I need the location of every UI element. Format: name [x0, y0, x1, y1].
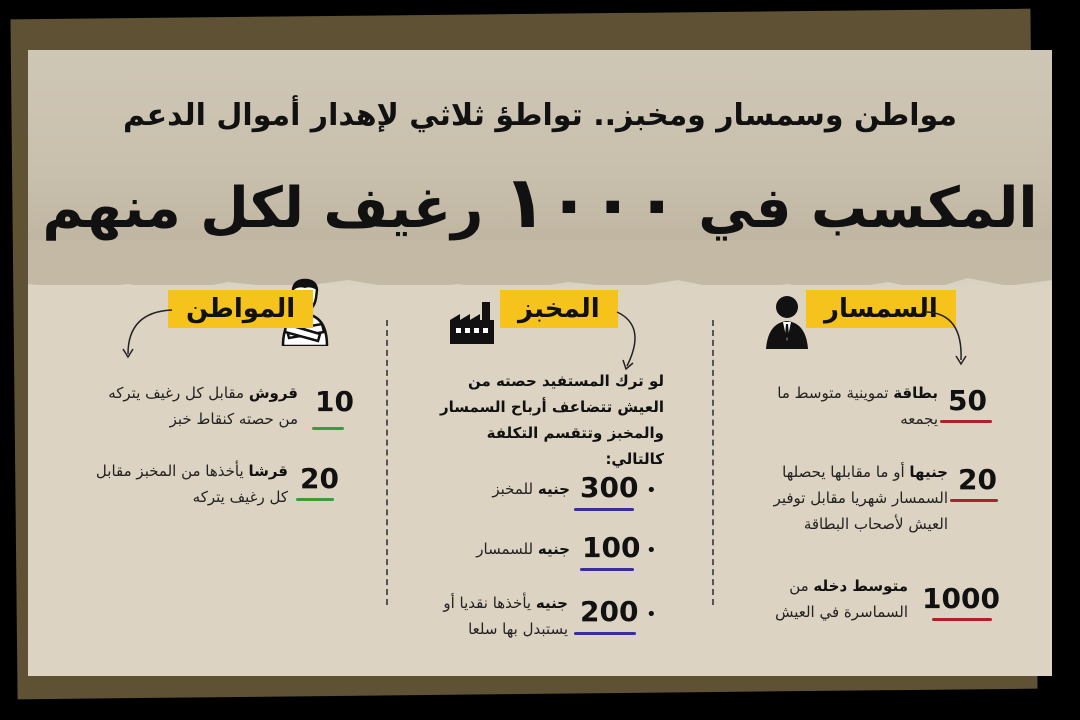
citizen-arrow-icon — [120, 306, 176, 362]
broker-item-3-text: من السماسرة في العيش — [775, 577, 908, 621]
paper — [28, 50, 1052, 676]
factory-icon — [448, 300, 496, 344]
businessman-icon — [764, 293, 810, 349]
bakery-underline-3 — [574, 632, 636, 635]
broker-arrow-icon — [923, 308, 973, 370]
citizen-item-2-text: يأخذها من المخبز مقابل كل رغيف يتركه — [95, 462, 288, 506]
bakery-bullet-1: • — [646, 480, 657, 501]
bakery-item-3 — [428, 590, 568, 642]
bakery-underline-2 — [580, 568, 634, 571]
citizen-num-2: 20 — [300, 462, 339, 495]
title-part-1: المكسب في — [698, 176, 1038, 241]
citizen-item-1-text: مقابل كل رغيف يتركه من حصته كنقاط خبز — [108, 384, 298, 428]
citizen-item-1 — [98, 380, 298, 432]
bakery-arrow-icon — [613, 308, 653, 374]
broker-underline-2 — [950, 499, 998, 502]
broker-item-2-text: أو ما مقابلها يحصلها السمسار شهريا مقابل توفير العيش لأصحاب البطاقة — [773, 463, 948, 533]
divider-left — [386, 320, 388, 605]
citizen-item-1-bold: قروش — [248, 384, 298, 402]
broker-num-2: 20 — [958, 463, 997, 496]
citizen-underline-1 — [312, 427, 344, 430]
citizen-label: المواطن — [168, 290, 313, 328]
broker-item-2 — [738, 459, 948, 537]
citizen-item-2 — [88, 458, 288, 510]
broker-item-3 — [764, 573, 908, 625]
bakery-label: المخبز — [500, 290, 618, 328]
broker-underline-1 — [940, 420, 992, 423]
broker-item-2-bold: جنيها — [909, 463, 948, 481]
bakery-item-3-bold: جنيه — [535, 594, 568, 612]
bakery-item-1-text: للمخبز — [492, 480, 538, 498]
bakery-item-1 — [452, 476, 570, 502]
citizen-num-1: 10 — [315, 385, 354, 418]
page-title — [28, 162, 1052, 249]
bakery-num-3: 200 — [580, 595, 639, 628]
bakery-item-2-bold: جنيه — [537, 540, 570, 558]
citizen-underline-2 — [296, 498, 334, 501]
citizen-item-2-bold: قرشا — [248, 462, 288, 480]
bakery-intro: لو ترك المستفيد حصته من العيش تتضاعف أرباح السمسار والمخبز وتتقسم التكلفة كالتالي: — [440, 372, 664, 468]
bakery-underline-1 — [574, 508, 634, 511]
broker-item-3-bold: متوسط دخله — [813, 577, 908, 595]
broker-underline-3 — [932, 618, 992, 621]
broker-item-1 — [768, 380, 938, 432]
bakery-item-1-bold: جنيه — [537, 480, 570, 498]
title-number: ١٠٠٠ — [502, 160, 679, 244]
divider-right — [712, 320, 714, 605]
subtitle: مواطن وسمسار ومخبز.. تواطؤ ثلاثي لإهدار أموال الدعم — [123, 98, 957, 133]
broker-num-1: 50 — [948, 384, 987, 417]
bakery-item-3-text: يأخذها نقديا أو يستبدل بها سلعا — [443, 594, 568, 638]
bakery-item-2 — [452, 536, 570, 562]
broker-item-1-bold: بطاقة — [893, 384, 938, 402]
bakery-bullet-3: • — [646, 604, 657, 625]
bakery-bullet-2: • — [646, 540, 657, 561]
broker-label: السمسار — [806, 290, 956, 328]
bakery-num-1: 300 — [580, 471, 639, 504]
broker-num-3: 1000 — [922, 582, 1000, 615]
bakery-num-2: 100 — [582, 531, 641, 564]
bakery-item-2-text: للسمسار — [476, 540, 538, 558]
title-part-2: رغيف لكل منهم — [42, 176, 484, 241]
broker-item-1-text: تموينية متوسط ما يجمعه — [777, 384, 938, 428]
